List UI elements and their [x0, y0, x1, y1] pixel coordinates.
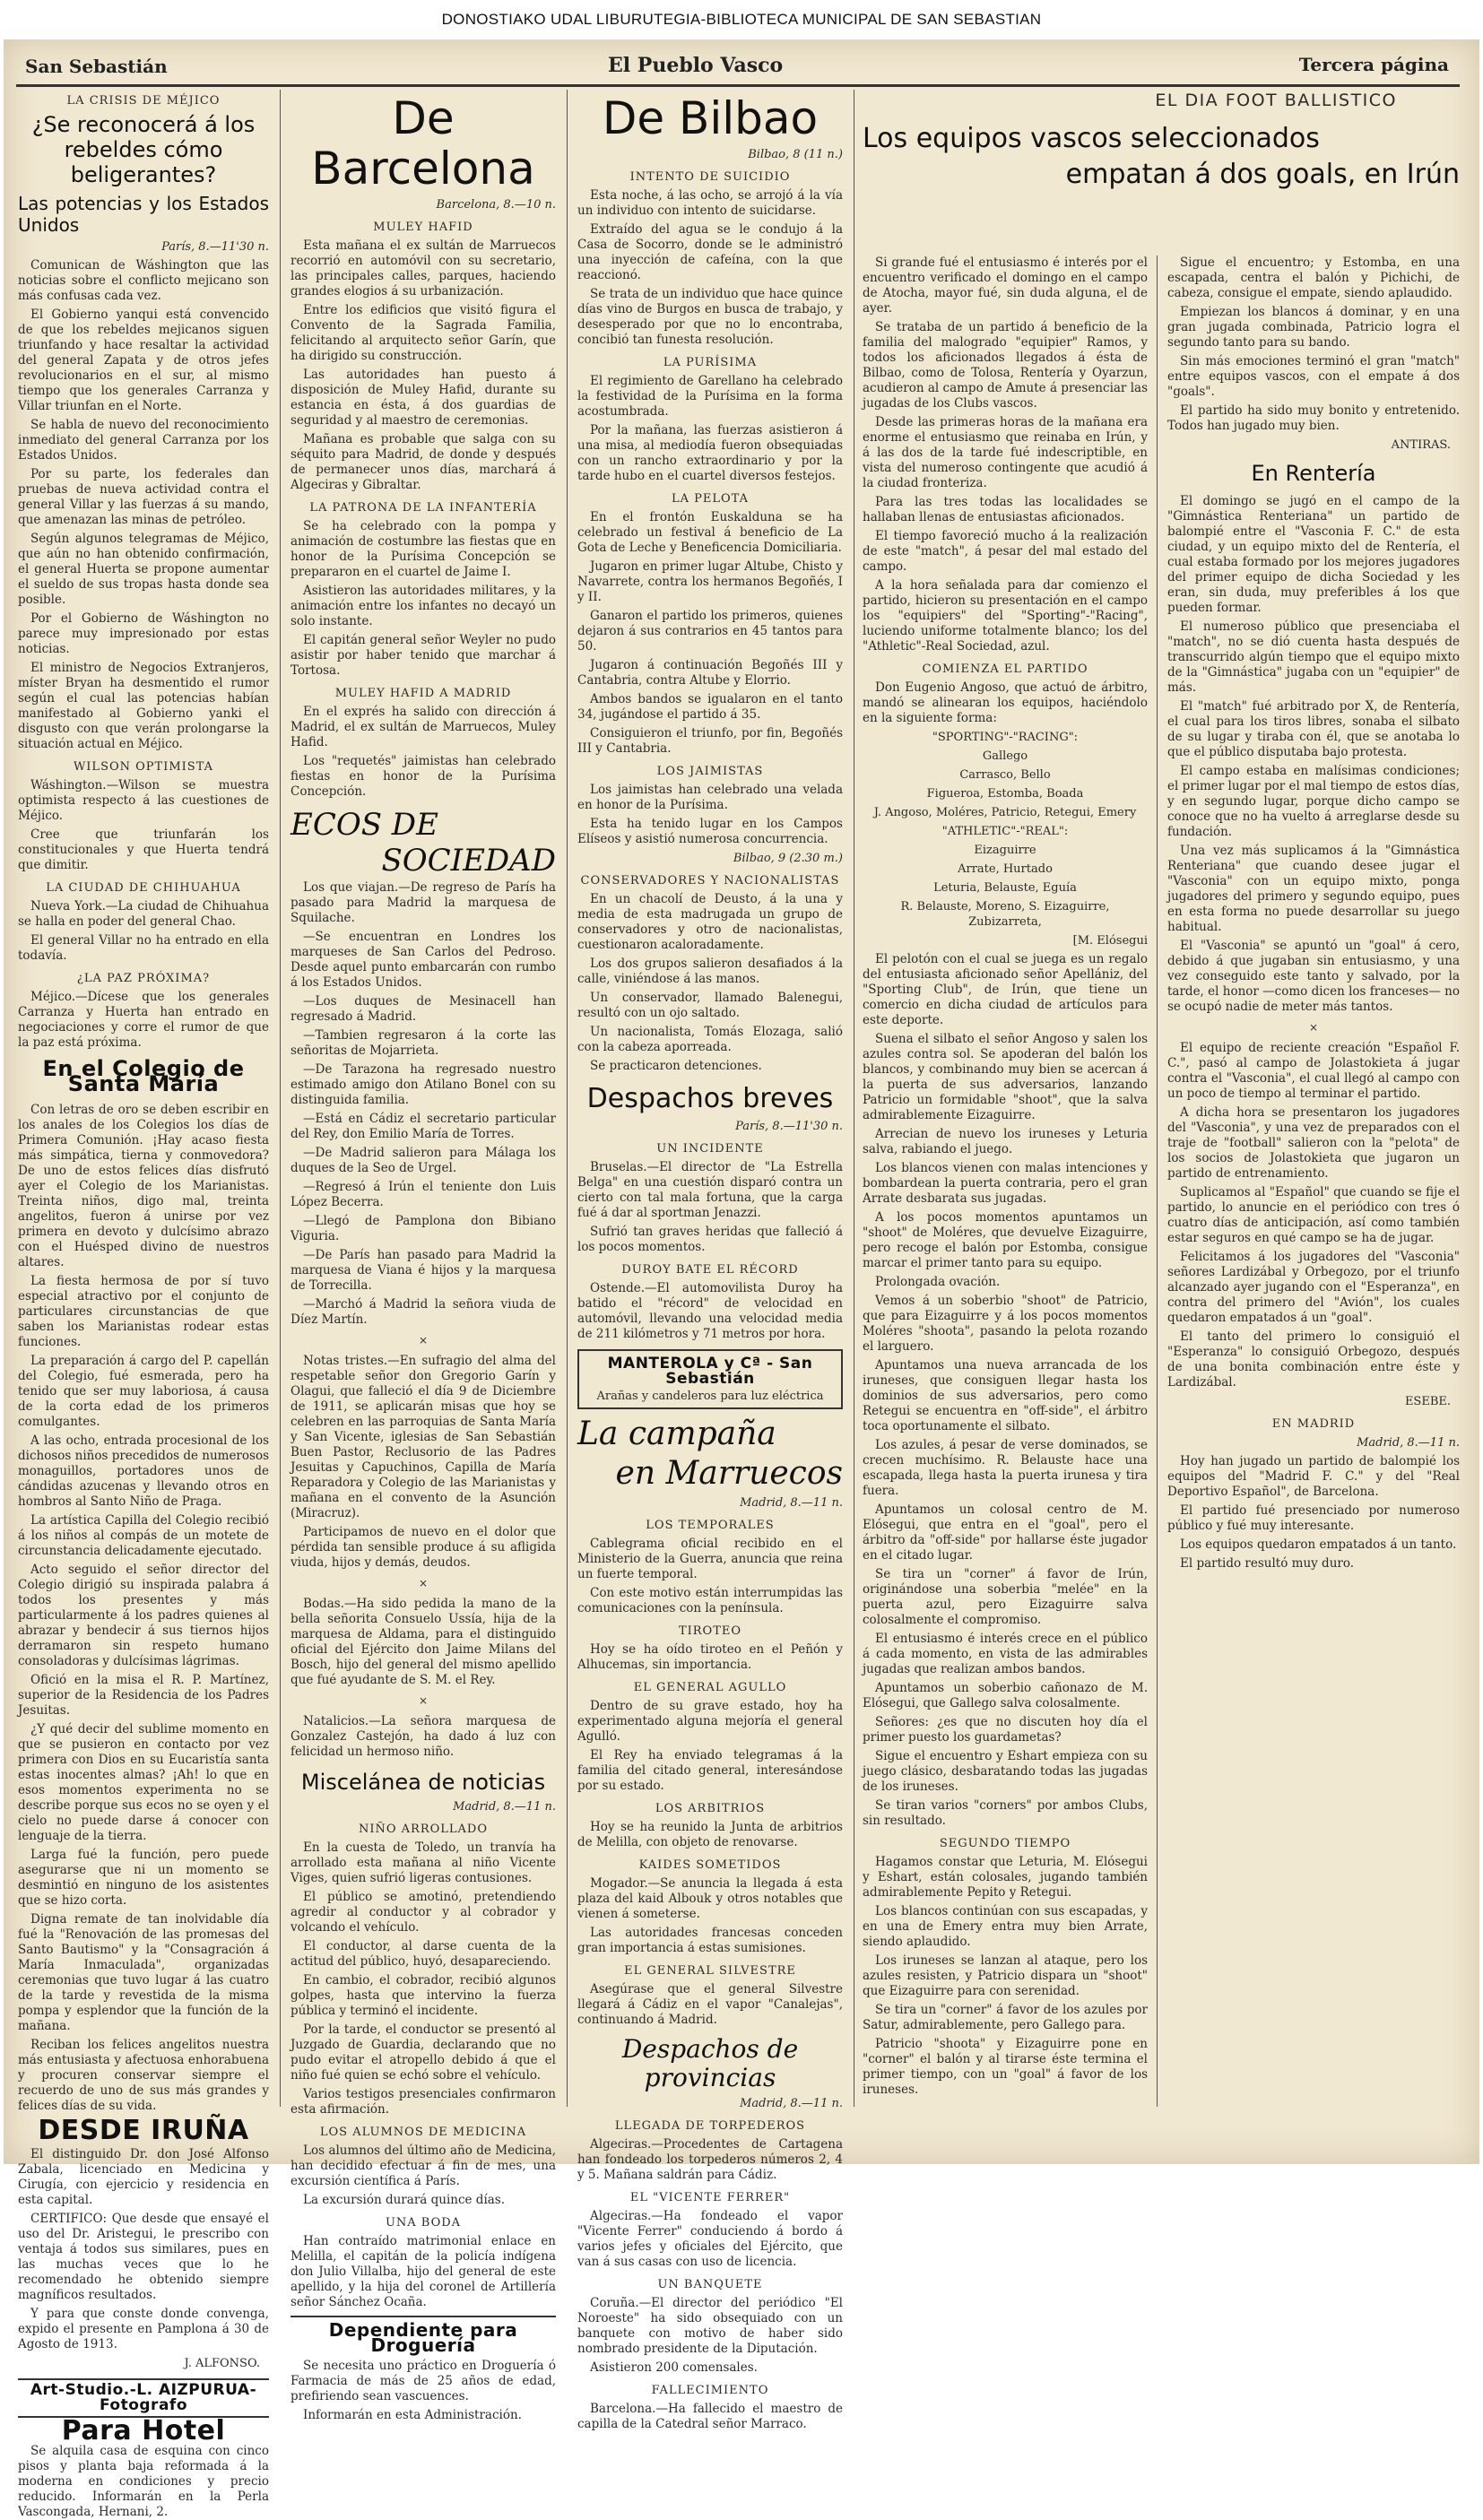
paragraph: El general Villar no ha entrado en ella todavía. [18, 933, 269, 963]
paragraph: El partido resultó muy duro. [1180, 1556, 1355, 1571]
subheading: COMIENZA EL PARTIDO [922, 662, 1088, 676]
paragraph: A las ocho, entrada procesional de los dichosos niños precedidos de numerosos monaguillos, portadores unos de cándidas azucenas y llevando otros en hombros al Santo Niño de Praga. [18, 1433, 269, 1509]
headline: Los equipos vascos seleccionados [863, 123, 1320, 154]
paragraph: Hoy han jugado un partido de balompié los equipos del "Madrid F. C." y del "Real Deportivo Español", de Barcelona. [1167, 1454, 1460, 1499]
paragraph: —Llegó de Pamplona don Bibiano Viguria. [291, 1214, 556, 1243]
paragraph: Reciban los felices angelitos nuestra más entusiasta y afectuosa enhorabuena y procuren conservar siempre el recuerdo de uno de sus más grandes y felices días de su vida. [18, 2038, 269, 2113]
advert-headline: MANTEROLA y Cª - San Sebastián [607, 1355, 813, 1388]
paragraph: Se tira un "corner" á favor de Irún, originándose una soberbia "melée" en la puerta azul, pero Eizaguirre salva colosalmente el compromiso. [863, 1567, 1148, 1627]
paragraph: Los dos grupos salieron desafiados á la calle, viniéndose á las manos. [577, 957, 843, 986]
paragraph: En la cuesta de Toledo, un tranvía ha arrollado esta mañana al niño Vicente Viges, quien sufrió ligeras contusiones. [291, 1840, 556, 1885]
dateline: Madrid, 8.—11 n. [453, 1800, 556, 1814]
paragraph: Jugaron en primer lugar Altube, Chisto y Navarrete, contra los hermanos Begoñés, I y II. [577, 559, 843, 604]
paragraph: Arrecian de nuevo los iruneses y Leturia salva, rabiando el juego. [863, 1127, 1148, 1156]
paragraph: Acto seguido el señor director del Colegio dirigió su inspirada palabra á todos los presentes y más particularmente á los padres quienes al abrazar y bendecir á sus tiernos hijos derramaron sin respeto humano consoladoras y dulcísimas lágrimas. [18, 1563, 269, 1668]
subheading: EN MADRID [1271, 1417, 1356, 1431]
team-line: Gallego [982, 749, 1028, 763]
subheading: LA CIUDAD DE CHIHUAHUA [46, 881, 241, 895]
paragraph: Los "requetés" jaimistas han celebrado fiestas en honor de la Purísima Concepción. [291, 754, 556, 799]
advert-box [577, 1349, 843, 1409]
paragraph: Por su parte, los federales dan pruebas de nueva actividad contra el general Villar y las fuerzas á su mando, que amenazan las minas de petróleo. [18, 467, 269, 527]
paragraph: La preparación á cargo del P. capellán del Colegio, fué esmerada, pero ha tenido que ser muy laboriosa, á causa de la corta edad de los primeros comulgantes. [18, 1354, 269, 1429]
subheading: LOS TEMPORALES [646, 1519, 775, 1532]
paragraph: Jugaron á continuación Begoñés III y Cantabria, contra Altube y Elorrio. [577, 658, 843, 688]
advert-headline: Dependiente para Droguería [291, 2316, 556, 2353]
paragraph: Hagamos constar que Leturia, M. Elósegui y Eshart, están colosales, jugando también admirablemente Pepito y Retegui. [863, 1855, 1148, 1900]
team-line: J. Angoso, Moléres, Patricio, Retegui, Emery [873, 806, 1137, 819]
paragraph: Barcelona.—Ha fallecido el maestro de capilla de la Catedral señor Marraco. [577, 2402, 843, 2431]
column-5 [1167, 255, 1460, 2107]
paragraph: A la hora señalada para dar comienzo el partido, hicieron su presentación en el campo los "equipiers" del "Sporting"-"Racing", luciendo uniforme totalmente blanco; los del "Athletic"-Real Sociedad, azul. [863, 578, 1148, 654]
subheading: LA PURÍSIMA [663, 356, 758, 369]
team-line: "ATHLETIC"-"REAL": [941, 825, 1069, 838]
headline: De Barcelona [311, 92, 535, 195]
separator: × [418, 1694, 429, 1707]
headline: empatan á dos goals, en Irún [1065, 159, 1460, 190]
dateline: París, 8.—11'30 n. [735, 1120, 843, 1133]
subheading: NIÑO ARROLLADO [358, 1823, 489, 1836]
subheading: WILSON OPTIMISTA [73, 760, 214, 774]
paragraph: Patricio "shoota" y Eizaguirre pone en "corner" el balón y al tirarse éste termina el primer tiempo, con un "goal" á favor de los iruneses. [863, 2037, 1148, 2097]
subheading: LLEGADA DE TORPEDEROS [614, 2119, 806, 2133]
paragraph: Coruña.—El director del periódico "El Noroeste" ha sido obsequiado con un banquete con motivo de haber sido nombrado presidente de la Diputación. [577, 2296, 843, 2356]
paragraph: Hoy se ha oído tiroteo en el Peñón y Alhucemas, sin importancia. [577, 1642, 843, 1672]
subheading: LA PATRONA DE LA INFANTERÍA [309, 501, 537, 515]
paragraph: —Los duques de Mesinacell han regresado á Madrid. [291, 994, 556, 1024]
paragraph: CERTIFICO: Que desde que ensayé el uso del Dr. Aristegui, le prescribo con ventaja á todos sus similares, pues en las muchas veces que lo he recomendado he obtenido siempre magníficos resultados. [18, 2212, 269, 2302]
paragraph: El equipo de reciente creación "Español F. C.", pasó al campo de Jolastokieta á jugar contra el "Vasconia", el cual llegó al campo con un poco de tiempo al terminar el partido. [1167, 1041, 1460, 1101]
paragraph: Sufrió tan graves heridas que falleció á los pocos momentos. [577, 1225, 843, 1254]
paragraph: Los que viajan.—De regreso de París ha pasado para Madrid la marquesa de Squilache. [291, 880, 556, 925]
paragraph: El distinguido Dr. don José Alfonso Zabala, licenciado en Medicina y Cirugía, con ejercicio y residencia en esta capital. [18, 2147, 269, 2207]
paragraph: Participamos de nuevo en el dolor que pérdida tan sensible produce á su afligida viuda, hijos y demás, deudos. [291, 1525, 556, 1570]
paragraph: El tiempo favoreció mucho á la realización de este "match", á pesar del mal estado del campo. [863, 529, 1148, 574]
team-line: Carrasco, Bello [959, 768, 1051, 782]
separator: × [418, 1334, 429, 1347]
paragraph: Se alquila casa de esquina con cinco pisos y planta baja reformada á la moderna en condiciones y precio reducido. Informarán en la Perla Vascongada, Hernani, 2. [18, 2444, 269, 2519]
paragraph: —Marchó á Madrid la señora viuda de Díez Martín. [291, 1297, 556, 1327]
paragraph: El conductor, al darse cuenta de la actitud del público, huyó, desapareciendo. [291, 1939, 556, 1969]
column-rule [1157, 255, 1158, 2107]
paragraph: Según algunos telegramas de Méjico, que aún no han obtenido confirmación, el general Huerta se propone aumentar el sueldo de sus tropas hasta donde sea posible. [18, 532, 269, 607]
paragraph: Empiezan los blancos á dominar, y en una gran jugada combinada, Patricio logra el segundo tanto para su bando. [1167, 305, 1460, 350]
dateline: Bilbao, 9 (2.30 m.) [733, 852, 843, 865]
paragraph: Cablegrama oficial recibido en el Ministerio de la Guerra, anuncia que reina un fuerte temporal. [577, 1537, 843, 1581]
paragraph: Informarán en esta Administración. [303, 2408, 522, 2422]
paragraph: Sin más emociones terminó el gran "match" entre equipos vascos, con el empate á dos "goals". [1167, 354, 1460, 399]
team-line: Eizaguirre [974, 844, 1036, 857]
paragraph: Asistieron las autoridades militares, y la animación entre los infantes no decayó un solo instante. [291, 584, 556, 628]
paragraph: Han contraído matrimonial enlace en Melilla, el capitán de la policía indígena don Julio Villalba, hijo del general de este apellido, y la hija del coronel de Artillería señor Sánchez Ocaña. [291, 2234, 556, 2309]
paragraph: Apuntamos una nueva arrancada de los iruneses, que consiguen llegar hasta los dominios de sus adversarios, pero como Retegui se encuentra en "off-side", el árbitro toca oportunamente el silbato. [863, 1358, 1148, 1433]
paragraph: Nueva York.—La ciudad de Chihuahua se halla en poder del general Chao. [18, 899, 269, 929]
paragraph: El numeroso público que presenciaba el "match", no se dió cuenta hasta después de transcurrido algún tiempo que el equipo mixto de la "Gimnástica" jugaba con un "equipier" de más. [1167, 619, 1460, 695]
paragraph: El pelotón con el cual se juega es un regalo del entusiasta aficionado señor Apellániz, del "Sporting Club", de Irún, que tiene un comercio en dicha ciudad de artículos para este deporte. [863, 952, 1148, 1027]
paragraph: Los jaimistas han celebrado una velada en honor de la Purísima. [577, 783, 843, 812]
subheading: UN INCIDENTE [656, 1142, 764, 1156]
subheading: MULEY HAFID A MADRID [334, 687, 512, 700]
paragraph: El público se amotinó, pretendiendo agredir al conductor y al cobrador y volcando el vehículo. [291, 1890, 556, 1935]
paragraph: El Rey ha enviado telegramas á la familia del citado general, interesándose por su estado. [577, 1748, 843, 1793]
paragraph: Para las tres todas las localidades se hallaban llenas de entusiastas aficionados. [863, 495, 1148, 524]
paragraph: La fiesta hermosa de por sí tuvo especial atractivo por el conjunto de particulares circunstancias de que saben los Marianistas rodear estas funciones. [18, 1274, 269, 1349]
paragraph: Los iruneses se lanzan al ataque, pero los azules resisten, y Patricio dispara un "shoot" que Eizaguirre para con serenidad. [863, 1953, 1148, 1998]
paragraph: ¿Y qué decir del sublime momento en que se pusieron en contacto por vez primera con Dios en su Eucaristía santa estas inocentes almas? ¡Ah! lo que en esos momentos experimenta no se describe porque sus ecos no se oyen y el cielo no puede darse á conocer con lenguaje de la tierra. [18, 1722, 269, 1843]
paragraph: —De Tarazona ha regresado nuestro estimado amigo don Atilano Bonel con su distinguida familia. [291, 1062, 556, 1107]
subheading: INTENTO DE SUICIDIO [629, 170, 791, 184]
kicker: LA CRISIS DE MÉJICO [66, 94, 221, 108]
paragraph: En el frontón Euskalduna se ha celebrado un festival á beneficio de La Gota de Leche y Beneficencia Domiciliaria. [577, 510, 843, 555]
dateline: Madrid, 8.—11 n. [740, 1496, 843, 1510]
column-rule [280, 90, 281, 2107]
paragraph: El "match" fué arbitrado por X, de Rentería, el cual para los tiros libres, sonaba el silbato de su lugar y tiraba con él, que se anotaba lo que el público disputaba bajo protesta. [1167, 699, 1460, 759]
paragraph: La excursión durará quince días. [303, 2193, 506, 2207]
advert-headline: Para Hotel [61, 2415, 226, 2446]
headline: En Rentería [1251, 461, 1376, 486]
paragraph: El domingo se jugó en el campo de la "Gimnástica Renteriana" un partido de balompié entre el "Vasconia F. C." de esta ciudad, y un equipo mixto del de Rentería, el cual estaba formado por los mejores jugadores del primer equipo de dicha Sociedad y les eran, sin duda, muy preferibles á los que pueden formar. [1167, 494, 1460, 615]
dateline: Madrid, 8.—11 n. [1357, 1436, 1460, 1450]
paragraph: Los alumnos del último año de Medicina, han decidido efectuar á fin de mes, una excursión científica á París. [291, 2143, 556, 2188]
subheading: CONSERVADORES Y NACIONALISTAS [580, 874, 840, 888]
paragraph: Prolongada ovación. [875, 1275, 1001, 1289]
separator: × [418, 1577, 429, 1589]
paragraph: Un nacionalista, Tomás Elozaga, salió con la cabeza aporreada. [577, 1025, 843, 1054]
paragraph: Larga fué la función, pero puede asegurarse que ni un momento se desmintió en ninguno de los asistentes que se hizo corta. [18, 1848, 269, 1908]
paragraph: Vemos á un soberbio "shoot" de Patricio, que para Eizaguirre y á los pocos momentos Moléres "shoota", pasando la pelota rozando el larguero. [863, 1294, 1148, 1354]
paragraph: Las autoridades francesas conceden gran importancia á estas sumisiones. [577, 1926, 843, 1955]
archive-header: DONOSTIAKO UDAL LIBURUTEGIA-BIBLIOTECA MUNICIPAL DE SAN SEBASTIAN [0, 0, 1483, 39]
paragraph: Ambos bandos se igualaron en el tanto 34, jugándose el partido á 35. [577, 692, 843, 722]
paragraph: Se habla de nuevo del reconocimiento inmediato del general Carranza por los Estados Unidos. [18, 418, 269, 463]
paragraph: Apuntamos un colosal centro de M. Elósegui, que entra en el "goal", pero el árbitro da "off-side" por hallarse éste jugador en el citado lugar. [863, 1502, 1148, 1563]
paragraph: En un chacolí de Deusto, á la una y media de esta madrugada un grupo de conservadores y otro de nacionalistas, cuestionaron acaloradamente. [577, 892, 843, 952]
running-head [16, 47, 1460, 87]
team-line: Arrate, Hurtado [958, 862, 1053, 876]
paragraph: Los blancos vienen con malas intenciones y bombardean la puerta contraria, pero el gran Arrate desbarata sus jugadas. [863, 1161, 1148, 1206]
paragraph: Con letras de oro se deben escribir en los anales de los Colegios los días de Primera Comunión. ¡Hay acaso fiesta más simpática, tierna y conmovedora? De uno de estos felices días disfrutó ayer el Colegio de los Marianistas. Treinta niños, digo mal, treinta angelitos, fueron á unirse por vez primera en devoto y dulcísimo abrazo con el Huésped divino de nuestros altares. [18, 1103, 269, 1269]
paragraph: —De Madrid salieron para Málaga los duques de la Seo de Urgel. [291, 1146, 556, 1175]
paragraph: Se tira un "corner" á favor de los azules por Satur, admirablemente, pero Gallego para. [863, 2003, 1148, 2032]
paragraph: Wáshington.—Wilson se muestra optimista respecto á las cuestiones de Méjico. [18, 778, 269, 823]
paragraph: Algeciras.—Ha fondeado el vapor "Vicente Ferrer" conduciendo á bordo á varios jefes y oficiales del Ejército, que van á sus casas con uso de licencia. [577, 2209, 843, 2269]
subheading: SEGUNDO TIEMPO [939, 1837, 1071, 1850]
subheading: MULEY HAFID [373, 221, 473, 234]
paragraph: Por la mañana, las fuerzas asistieron á una misa, al mediodía fueron obsequiadas con un rancho extraordinario y por la tarde hubo en el cuartel diversos festejos. [577, 423, 843, 483]
paragraph: Se practicaron detenciones. [590, 1059, 762, 1073]
paragraph: Felicitamos á los jugadores del "Vasconia" señores Lardizábal y Orbegozo, por el triunfo alcanzado ayer jugando con el "Esperanza", en contra del primero del "Avión", los cuales quedaron empatados á un "goal". [1167, 1250, 1460, 1325]
subheading: EL GENERAL AGULLO [633, 1681, 787, 1694]
paragraph: Entre los edificios que visitó figura el Convento de la Sagrada Familia, felicitando al arquitecto señor Garín, que ha dirigido su construcción. [291, 303, 556, 363]
signature: J. ALFONSO. [184, 2357, 260, 2370]
paragraph: Consiguieron el triunfo, por fin, Begoñés III y Cantabria. [577, 726, 843, 756]
paragraph: Por la tarde, el conductor se presentó al Juzgado de Guardia, declarando que no pudo evitar el atropello debido á que el niño fué quien se echó sobre el vehículo. [291, 2022, 556, 2083]
paragraph: El regimiento de Garellano ha celebrado la festividad de la Purísima en la forma acostumbrada. [577, 374, 843, 419]
dateline: Bilbao, 8 (11 n.) [748, 148, 843, 161]
paragraph: Bodas.—Ha sido pedida la mano de la bella señorita Consuelo Ussía, hija de la marquesa de Aldama, para el distinguido oficial del Ejército don Jaime Milans del Bosch, hijo del general del mismo apellido que fué ayudante de S. M. el Rey. [291, 1597, 556, 1687]
subheading: LOS ALUMNOS DE MEDICINA [319, 2126, 527, 2139]
masthead-title: El Pueblo Vasco [608, 54, 784, 77]
paragraph: Los equipos quedaron empatados á un tanto. [1180, 1537, 1457, 1552]
paragraph: Bruselas.—El director de "La Estrella Belga" en una cuestión disparó contra un cierto con tal mala fortuna, que la carga fué á dar al sportman Jenazzi. [577, 1160, 843, 1220]
team-line: Leturia, Belauste, Eguía [933, 881, 1077, 895]
team-line: R. Belauste, Moreno, S. Eizaguirre, Zubizarreta, [900, 900, 1110, 929]
headline: Despachos breves [586, 1083, 834, 1114]
dateline: Madrid, 8.—11 n. [740, 2097, 843, 2110]
paragraph: El Gobierno yanqui está convencido de que los rebeldes mejicanos siguen triunfando y hace resaltar la actividad del general Zapata y de otros jefes revolucionarios en el sur, al mismo tiempo que los generales Carranza y Villar triunfan en el Norte. [18, 307, 269, 413]
paragraph: El entusiasmo é interés crece en el público á cada momento, en vista de las admirables jugadas que realizan ambos bandos. [863, 1632, 1148, 1676]
paragraph: Sigue el encuentro y Eshart empieza con su juego clásico, desbaratando todas las jugadas de los iruneses. [863, 1749, 1148, 1794]
headline: De Bilbao [602, 92, 819, 144]
paragraph: Ostende.—El automovilista Duroy ha batido el "récord" de velocidad en automóvil, llevando una velocidad media de 211 kilómetros y 71 metros por hora. [577, 1281, 843, 1341]
paragraph: El "Vasconia" se apuntó un "goal" á cero, debido á que jugaban sin entusiasmo, y una vez conseguido este tanto y salvado, por la tarde, el honor —como dicen los franceses— no se ocupó nadie de meter más tantos. [1167, 939, 1460, 1014]
headline: SOCIEDAD [381, 843, 556, 879]
paragraph: Esta mañana el ex sultán de Marruecos recorrió en automóvil con su secretario, las principales calles, parques, haciendo grandes elogios á su urbanización. [291, 238, 556, 299]
paragraph: Se trata de un individuo que hace quince días vino de Burgos en busca de trabajo, y desesperado por que no lo encontraba, concibió tan funesta resolución. [577, 287, 843, 347]
column-rule [567, 90, 568, 2107]
paragraph: Algeciras.—Procedentes de Cartagena han fondeado los torpederos números 2, 4 y 5. Mañana saldrán para Cádiz. [577, 2137, 843, 2182]
subheading: ¿LA PAZ PRÓXIMA? [76, 972, 211, 985]
paragraph: —Regresó á Irún el teniente don Luis López Becerra. [291, 1180, 556, 1209]
paragraph: Extraído del agua se le condujo á la Casa de Socorro, donde se le administró una inyección de cafeína, con la que reaccionó. [577, 222, 843, 282]
paragraph: El tanto del primero lo consiguió el "Esperanza" lo consiguió Orbegozo, después de una bonita combinación entre éste y Lardizábal. [1167, 1329, 1460, 1390]
paragraph: Notas tristes.—En sufragio del alma del respetable señor don Gregorio Garín y Olagui, que falleció el día 9 de Diciembre de 1911, se aplicarán misas que hoy se celebren en las parroquias de Santa María y San Vicente, iglesias de San Sebastián Buen Pastor, Reclusorio de las Padres Jesuitas y Capuchinos, Capilla de María Reparadora y Colegio de las Marianistas y mañana en el convento de la Asunción (Miracruz). [291, 1354, 556, 1520]
paragraph: Cree que triunfarán los constitucionales y que Huerta tendrá que dimitir. [18, 827, 269, 872]
headline: ¿Se reconocerá á los rebeldes cómo beligerantes? [31, 112, 256, 187]
paragraph: Varios testigos presenciales confirmaron esta afirmación. [291, 2087, 556, 2117]
paragraph: Las autoridades han puesto á disposición de Muley Hafid, durante su estancia en ésta, á dos guardias de seguridad y al maestro de ceremonias. [291, 368, 556, 428]
paragraph: —De París han pasado para Madrid la marquesa de Viana é hijos y la marquesa de Torrecilla. [291, 1248, 556, 1293]
kicker: EL DIA FOOT BALLISTICO [1155, 91, 1397, 110]
paragraph: La artística Capilla del Colegio recibió á los niños al compás de un motete de circunstancia delicadamente ejecutado. [18, 1513, 269, 1558]
paragraph: Dentro de su grave estado, hoy ha experimentado alguna mejoría el general Agulló. [577, 1699, 843, 1744]
paragraph: El ministro de Negocios Extranjeros, míster Bryan ha desmentido el rumor según el cual las potencias habían manifestado al Gobierno yanki el disgusto con que verán prolongarse la situación actual en Méjico. [18, 661, 269, 751]
subheading: TIROTEO [678, 1624, 742, 1638]
dateline: París, 8.—11'30 n. [161, 240, 269, 254]
headline: en Marruecos [615, 1455, 843, 1492]
headline: DESDE IRUÑA [38, 2115, 249, 2146]
paragraph: Con este motivo están interrumpidas las comunicaciones con la península. [577, 1586, 843, 1615]
paragraph: Ganaron el partido los primeros, quienes dejaron á sus contrarios en 45 tantos para 50. [577, 609, 843, 654]
paragraph: Don Eugenio Angoso, que actuó de árbitro, mandó se alinearan los equipos, haciéndolo en la siguiente forma: [863, 680, 1148, 725]
signature: ANTIRAS. [1391, 438, 1451, 452]
paragraph: Se tiran varios "corners" por ambos Clubs, sin resultado. [863, 1798, 1148, 1828]
headline: En el Colegio de Santa María [42, 1056, 245, 1096]
column-4 [863, 255, 1148, 2107]
paragraph: Méjico.—Dícese que los generales Carranza y Huerta han entrado en negociaciones y corre el rumor de que la paz está próxima. [18, 990, 269, 1050]
column-3 [577, 90, 843, 2431]
masthead-page: Tercera página [1298, 54, 1449, 75]
paragraph: Hoy se ha reunido la Junta de arbitrios de Melilla, con objeto de renovarse. [577, 1820, 843, 1849]
column-1 [18, 90, 269, 2519]
paragraph: Asegúrase que el general Silvestre llegará á Cádiz en el vapor "Canalejas", continuando á Madrid. [577, 1982, 843, 2027]
subheading: FALLECIMIENTO [651, 2384, 769, 2397]
subheading: LA PELOTA [671, 492, 750, 506]
paragraph: Se ha celebrado con la pompa y animación de costumbre las fiestas que en honor de la Purísima Concepción se prepararon en el cuartel de Jaime I. [291, 519, 556, 579]
paragraph: Ofició en la misa el R. P. Martínez, superior de la Residencia de los Padres Jesuitas. [18, 1673, 269, 1718]
headline: Miscelánea de noticias [300, 1770, 546, 1795]
subheading: UNA BODA [385, 2216, 462, 2230]
paragraph: —Tambien regresaron á la corte las señoritas de Mojarrieta. [291, 1028, 556, 1058]
paragraph: Desde las primeras horas de la mañana era enorme el entusiasmo que reinaba en Irún, y á las dos de la tarde fué indescriptible, en vista del numeroso contingente que acudió á la ciudad fronteriza. [863, 415, 1148, 490]
paragraph: Se necesita uno práctico en Droguería ó Farmacia de más de 25 años de edad, prefiriendo sean vascuences. [291, 2359, 556, 2403]
headline: Despachos de provincias [621, 2034, 799, 2092]
subheading: DUROY BATE EL RÉCORD [621, 1263, 799, 1277]
paragraph: —Se encuentran en Londres los marqueses de San Carlos del Pedroso. Desde aquel punto embarcarán con rumbo á los Estados Unidos. [291, 930, 556, 990]
paragraph: Señores: ¿es que no discuten hoy día el primer puesto los guardametas? [863, 1715, 1148, 1745]
paragraph: En cambio, el cobrador, recibió algunos golpes, hasta que intervino la fuerza pública y terminó el incidente. [291, 1973, 556, 2018]
subheading: EL "VICENTE FERRER" [629, 2191, 791, 2204]
subheading: KAIDES SOMETIDOS [638, 1858, 782, 1872]
paragraph: Esta noche, á las ocho, se arrojó á la vía un individuo con intento de suicidarse. [577, 188, 843, 218]
paragraph: A dicha hora se presentaron los jugadores del "Vasconia", y una vez de preparados con el traje de "football" salieron con la "pelota" de los socios de Jolastokieta que jugaron un partido de entrenamiento. [1167, 1105, 1460, 1181]
subheading: LOS ARBITRIOS [655, 1802, 766, 1815]
separator: × [1308, 1021, 1319, 1034]
subheading: EL GENERAL SILVESTRE [624, 1964, 796, 1978]
column-2 [291, 90, 556, 2422]
paragraph: Y para que conste donde convenga, expido el presente en Pamplona á 30 de Agosto de 1913. [18, 2307, 269, 2351]
dateline: Barcelona, 8.—10 n. [436, 198, 556, 212]
paragraph: Esta ha tenido lugar en los Campos Elíseos y asistió numerosa concurrencia. [577, 817, 843, 846]
masthead-city: San Sebastián [25, 56, 168, 77]
subheading: LOS JAIMISTAS [656, 765, 764, 778]
paragraph: A los pocos momentos apuntamos un "shoot" de Moléres, que devuelve Eizaguirre, pero recoge el balón por Estomba, consigue marcar el primer tanto para su equipo. [863, 1210, 1148, 1270]
team-line: [M. Elósegui [1072, 934, 1148, 948]
paragraph: Mogador.—Se anuncia la llegada á esta plaza del kaid Albouk y otros notables que vienen á someterse. [577, 1876, 843, 1921]
paragraph: Se trataba de un partido á beneficio de la familia del malogrado "equipier" Ramos, y todos los aficionados llegados á ésta de Bilbao, como de Tolosa, Rentería y Oyarzun, acudieron al campo de Amute á presenciar las jugadas de los Clubs vascos. [863, 320, 1148, 411]
paragraph: El partido fué presenciado por numeroso público y fué muy interesante. [1167, 1503, 1460, 1533]
subheading: UN BANQUETE [657, 2278, 763, 2291]
paragraph: Comunican de Wáshington que las noticias sobre el conflicto mejicano son más confusas cada vez. [18, 258, 269, 303]
paragraph: Un conservador, llamado Balenegui, resultó con un ojo saltado. [577, 991, 843, 1020]
paragraph: Por el Gobierno de Wáshington no parece muy impresionado por estas noticias. [18, 611, 269, 656]
paragraph: Digna remate de tan inolvidable día fué la "Renovación de las promesas del Santo Bautismo" y la "Consagración á María Inmaculada", organizadas ceremonias que tuvo lugar á las cuatro de la tarde y revestida de la misma pompa y esplendor que la función de la mañana. [18, 1912, 269, 2033]
advert-photographer: Art-Studio.-L. AIZPURUA-Fotografo [18, 2378, 269, 2418]
team-line: Figueroa, Estomba, Boada [926, 787, 1084, 801]
paragraph: Apuntamos un soberbio cañonazo de M. Elósegui, que Gallego salva colosalmente. [863, 1681, 1148, 1710]
paragraph: Mañana es probable que salga con su séquito para Madrid, de donde y después de permanecer unos días, marchará á Algeciras y Gibraltar. [291, 432, 556, 492]
paragraph: —Está en Cádiz el secretario particular del Rey, don Emilio María de Torres. [291, 1112, 556, 1141]
paragraph: Una vez más suplicamos á la "Gimnástica Renteriana" que cuando desee jugar el "Vasconia" con un equipo mixto, ponga jugadores del primero y segundo equipo, pues en esta forma no puede desarrollar su juego habitual. [1167, 844, 1460, 934]
deck: Las potencias y los Estados Unidos [18, 193, 269, 236]
headline: La campaña [577, 1416, 776, 1452]
paragraph: Si grande fué el entusiasmo é interés por el encuentro verificado el domingo en el campo de Atocha, mayor fué, sin duda alguna, el de ayer. [863, 255, 1148, 316]
signature: ESEBE. [1404, 1395, 1451, 1408]
paragraph: Asistieron 200 comensales. [590, 2360, 758, 2375]
team-line: "SPORTING"-"RACING": [932, 731, 1079, 744]
paragraph: El campo estaba en malísimas condiciones; el primer lugar por el mal tiempo de estos días, y en segundo lugar, porque dicho campo se conoce que no ha vuelto á arreglarse desde su fundación. [1167, 764, 1460, 839]
headline: ECOS DE [291, 807, 438, 843]
paragraph: El capitán general señor Weyler no pudo asistir por haber tenido que marchar á Tortosa. [291, 633, 556, 678]
paragraph: Los blancos continúan con sus escapadas, y en una de Emery entra muy bien Arrate, siendo aplaudido. [863, 1904, 1148, 1949]
paragraph: Sigue el encuentro; y Estomba, en una escapada, centra el balón y Pichichi, de cabeza, consigue el empate, siendo aplaudido. [1167, 255, 1460, 300]
advert-tagline: Arañas y candeleros para luz eléctrica [596, 1390, 824, 1403]
paragraph: Suplicamos al "Español" que cuando se fije el partido, lo anuncie en el periódico con tres ó cuatro días de anticipación, así como también estar seguros en qué campo se ha de jugar. [1167, 1185, 1460, 1245]
paragraph: El partido ha sido muy bonito y entretenido. Todos han jugado muy bien. [1167, 403, 1460, 433]
paragraph: En el exprés ha salido con dirección á Madrid, el ex sultán de Marruecos, Muley Hafid. [291, 705, 556, 749]
paragraph: Suena el silbato el señor Angoso y salen los azules contra sol. Se apoderan del balón los blancos, y combinando muy bien se acercan á la puerta de sus adversarios, lanzando Patricio un formidable "shoot", que la salva admirablemente Eizaguirre. [863, 1032, 1148, 1122]
paragraph: Los azules, á pesar de verse dominados, se crecen muchísimo. R. Belauste hace una escapada, llega hasta la puerta irunesa y tira fuera. [863, 1438, 1148, 1498]
paragraph: Natalicios.—La señora marquesa de Gonzalez Castejón, ha dado á luz con felicidad un hermoso niño. [291, 1714, 556, 1759]
